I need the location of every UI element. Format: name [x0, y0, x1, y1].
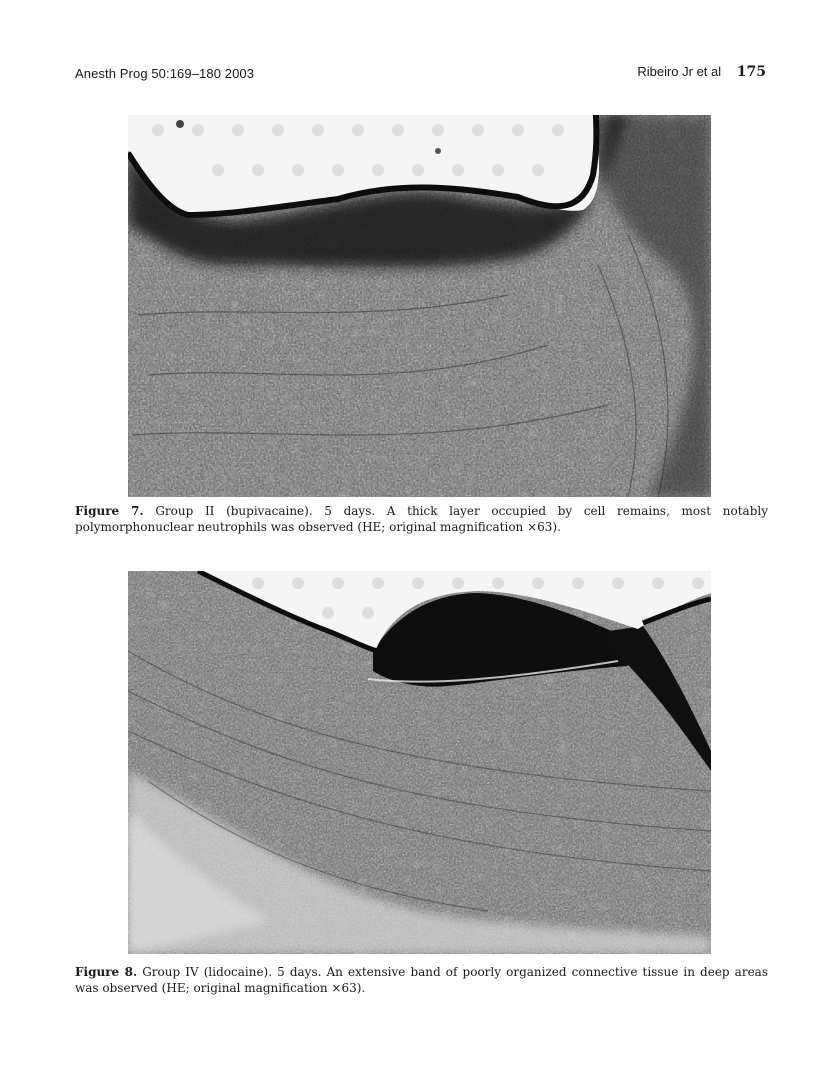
figure-8-caption — [75, 964, 768, 996]
figure-8-label: Figure 8. — [75, 965, 138, 979]
journal-citation: Anesth Prog 50:169–180 2003 — [75, 66, 255, 81]
figure-7-micrograph — [128, 115, 711, 497]
figure-8-micrograph — [128, 571, 711, 954]
figure-7-label: Figure 7. — [75, 504, 144, 518]
header-right — [637, 64, 766, 80]
running-header — [75, 64, 766, 84]
figure-7-micrograph-graphic — [128, 115, 711, 497]
figure-7-caption-text: Group II (bupivacaine). 5 days. A thick layer occupied by cell remains, most notably polymorphonuclear neutrophils was observed (HE; original magnification ×63). — [75, 504, 768, 534]
figure-8-micrograph-graphic — [128, 571, 711, 954]
figure-7-caption — [75, 503, 768, 535]
figure-8-caption-text: Group IV (lidocaine). 5 days. An extensive band of poorly organized connective tissue in deep areas was observed (HE; original magnification ×63). — [75, 965, 768, 995]
page-number: 175 — [736, 64, 766, 80]
running-authors: Ribeiro Jr et al — [637, 64, 722, 79]
